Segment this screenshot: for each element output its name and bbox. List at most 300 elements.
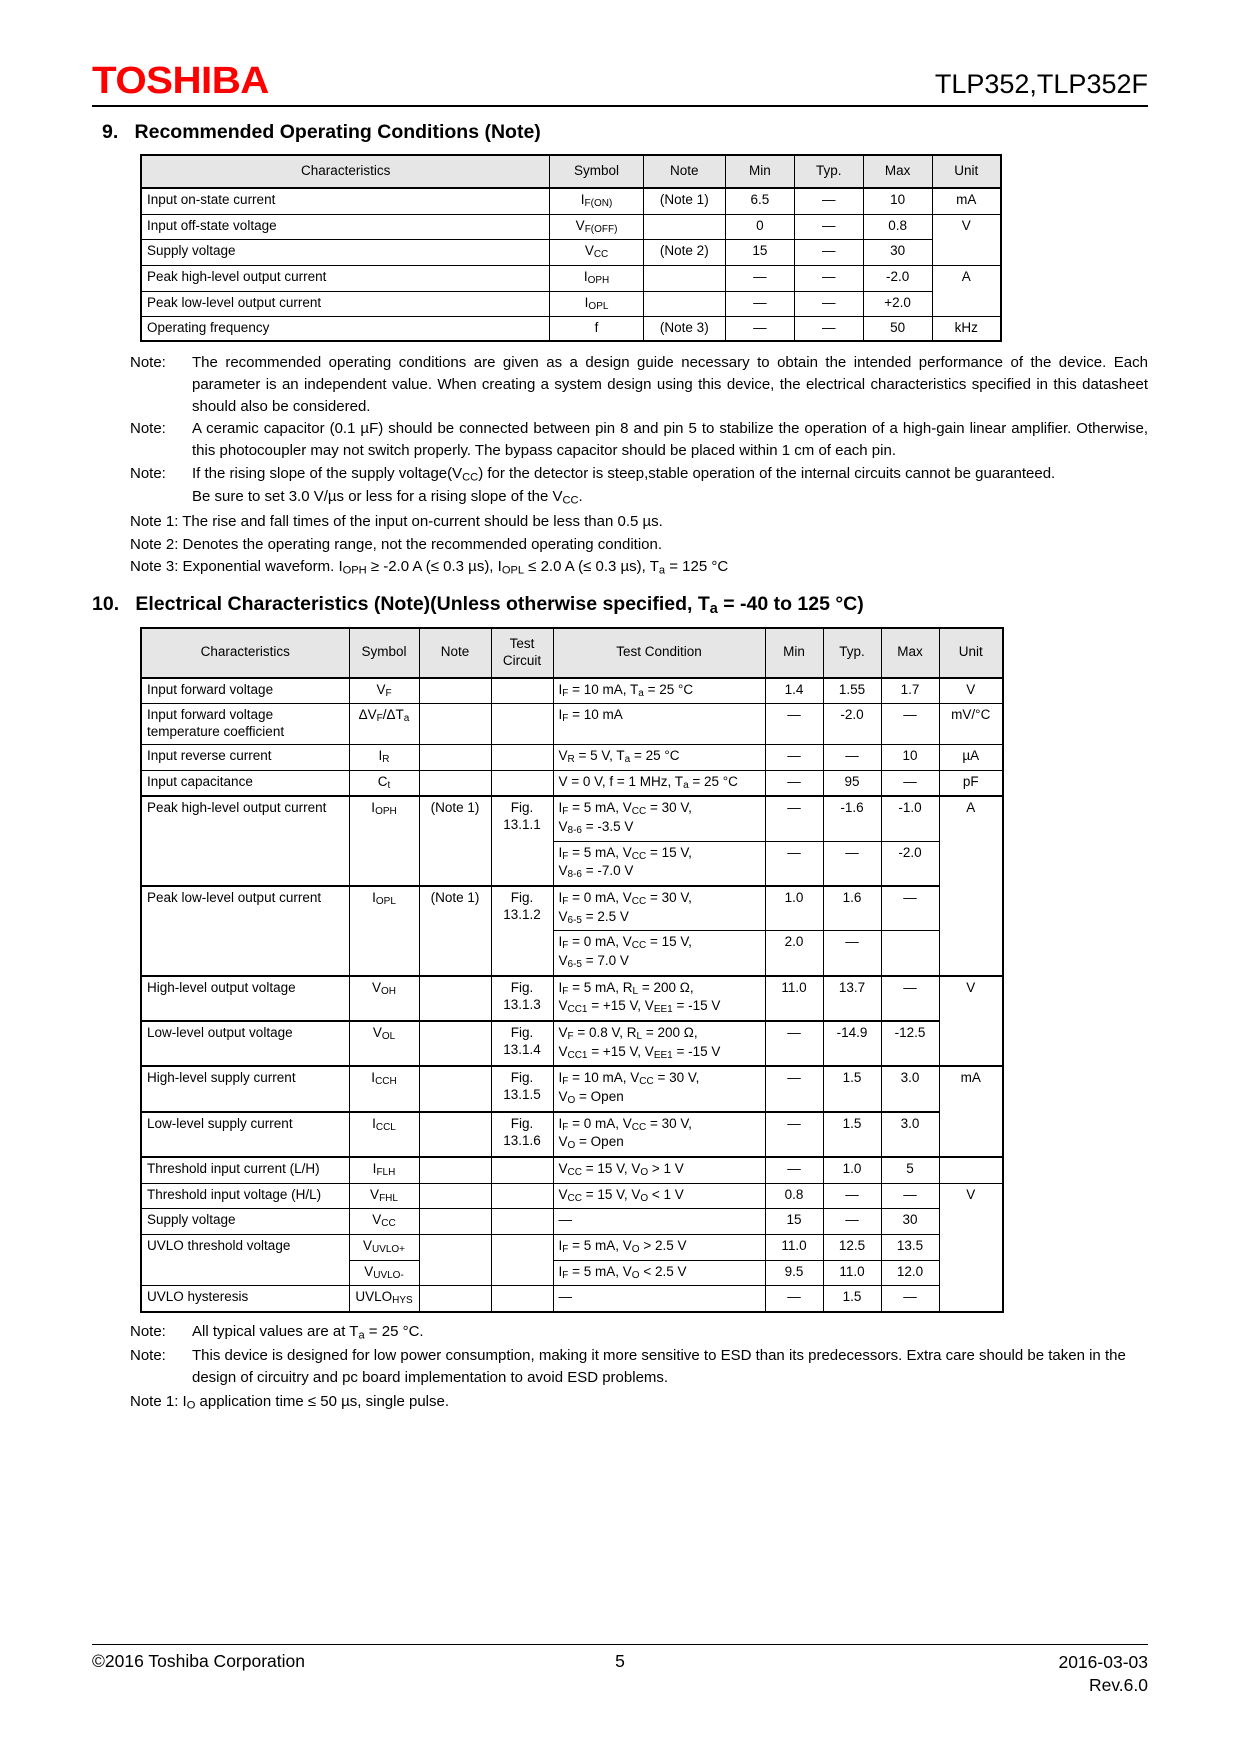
- cell-max: 10: [881, 745, 939, 771]
- col-max: Max: [863, 155, 932, 188]
- cell-min: 9.5: [765, 1260, 823, 1286]
- cell-min: 0: [725, 214, 794, 240]
- cell-characteristics: Input forward voltage temperature coefficient: [141, 704, 349, 745]
- cell-symbol: $I_{OPL}$: [349, 886, 419, 931]
- table-row: [141, 1066, 1003, 1111]
- section-9-heading: [102, 121, 1148, 144]
- cell-symbol: $I_{F(ON)}$: [550, 188, 643, 214]
- cell-test-circuit: [491, 1260, 553, 1286]
- cell-characteristics: Low-level supply current: [141, 1112, 349, 1157]
- cell-characteristics: High-level supply current: [141, 1066, 349, 1111]
- cell-test-condition: $I_F = 10$ mA: [553, 704, 765, 745]
- cell-characteristics: UVLO hysteresis: [141, 1286, 349, 1312]
- cell-min: 0.8: [765, 1183, 823, 1209]
- note-label: Note:: [130, 354, 166, 372]
- cell-note: [643, 291, 725, 317]
- cell-min: 15: [725, 240, 794, 266]
- cell-symbol: $I_{OPH}$: [349, 796, 419, 841]
- section-10-title-pre: Electrical Characteristics (Note)(Unless otherwise specified, T: [135, 592, 710, 615]
- cell-typ: -14.9: [823, 1021, 881, 1066]
- cell-test-condition: $I_F = 0$ mA, $V_{CC} = 30$ V, $V_O$ = Open: [553, 1112, 765, 1157]
- cell-unit: [939, 1209, 1003, 1235]
- cell-max: 12.0: [881, 1260, 939, 1286]
- cell-test-circuit: [491, 678, 553, 704]
- cell-note: [419, 678, 491, 704]
- cell-symbol: $V_{FHL}$: [349, 1183, 419, 1209]
- toshiba-logo: TOSHIBA: [92, 60, 269, 102]
- col-note: Note: [643, 155, 725, 188]
- cell-test-condition: $I_F = 5$ mA, $V_{CC} = 15$ V, $V_{8-6} = -7.0$ V: [553, 841, 765, 886]
- cell-min: —: [765, 1112, 823, 1157]
- table-row: [141, 745, 1003, 771]
- cell-test-condition: $I_F = 5$ mA, $V_{CC} = 30$ V, $V_{8-6} = -3.5$ V: [553, 796, 765, 841]
- cell-unit: [939, 1286, 1003, 1312]
- cell-min: 11.0: [765, 1234, 823, 1260]
- section-9-number: 9.: [102, 121, 119, 143]
- table-row: [141, 1234, 1003, 1260]
- cell-note: [419, 1209, 491, 1235]
- cell-unit: [932, 291, 1001, 317]
- cell-note: (Note 1): [419, 796, 491, 841]
- cell-max: —: [881, 770, 939, 796]
- n3-end: = 125 °C: [665, 558, 729, 576]
- cell-max: 30: [863, 240, 932, 266]
- note-text-vcc: [192, 463, 1148, 510]
- cell-unit: [939, 1157, 1003, 1183]
- section-9-notes: [130, 352, 1148, 579]
- note-label: Note:: [130, 1346, 166, 1364]
- cell-symbol: $I_{FLH}$: [349, 1157, 419, 1183]
- cell-symbol: $V_{CC}$: [349, 1209, 419, 1235]
- cell-note: [419, 1234, 491, 1260]
- cell-test-circuit: Fig. 13.1.2: [491, 886, 553, 931]
- cell-test-condition: $I_F = 10$ mA, $V_{CC} = 30$ V, $V_O$ = Open: [553, 1066, 765, 1111]
- note-block-vcc: [130, 463, 1148, 510]
- cell-typ: —: [794, 291, 863, 317]
- col-symbol: Symbol: [550, 155, 643, 188]
- cell-characteristics: Input capacitance: [141, 770, 349, 796]
- copyright-text: ©2016 Toshiba Corporation: [92, 1650, 305, 1671]
- cell-note: [419, 1157, 491, 1183]
- cell-characteristics: Peak high-level output current: [141, 265, 550, 291]
- col-unit: Unit: [932, 155, 1001, 188]
- note-block: [130, 1321, 1148, 1344]
- cell-min: —: [725, 317, 794, 341]
- cell-unit: V: [939, 678, 1003, 704]
- cell-note: [643, 265, 725, 291]
- table-row: [141, 704, 1003, 745]
- table-row: [141, 1209, 1003, 1235]
- cell-symbol: $I_{OPL}$: [550, 291, 643, 317]
- table-row: [141, 214, 1001, 240]
- cell-typ: 1.5: [823, 1112, 881, 1157]
- cell-unit: V: [932, 214, 1001, 240]
- cell-min: 11.0: [765, 976, 823, 1021]
- cell-test-circuit: Fig. 13.1.5: [491, 1066, 553, 1111]
- table-row: [141, 770, 1003, 796]
- cell-max: 13.5: [881, 1234, 939, 1260]
- col-min: Min: [765, 628, 823, 678]
- cell-note: (Note 3): [643, 317, 725, 341]
- cell-symbol: $V_{OL}$: [349, 1021, 419, 1066]
- cell-typ: —: [794, 240, 863, 266]
- cell-typ: —: [823, 1183, 881, 1209]
- cell-characteristics: Peak low-level output current: [141, 886, 349, 931]
- col-characteristics: Characteristics: [141, 628, 349, 678]
- cell-characteristics: [141, 841, 349, 886]
- table-row: [141, 291, 1001, 317]
- cell-min: —: [765, 745, 823, 771]
- cell-characteristics: Input forward voltage: [141, 678, 349, 704]
- cell-min: 2.0: [765, 931, 823, 976]
- note-label: Note:: [130, 420, 166, 438]
- cell-typ: 12.5: [823, 1234, 881, 1260]
- note-vcc-line2-pre: Be sure to set 3.0 V/µs or less for a rising slope of the V: [192, 488, 563, 506]
- note-vcc-line2-post: .: [578, 488, 583, 506]
- note-text: The recommended operating conditions are given as a design guide necessary to obtain the intended performance of the device. Each parameter is an independent value. When creating a system design using this device, the electrical characteristics specified in this datasheet should also be considered.: [192, 354, 1148, 415]
- cell-unit: pF: [939, 770, 1003, 796]
- cell-test-condition: $I_F = 10$ mA, $T_a = 25$ °C: [553, 678, 765, 704]
- cell-min: —: [725, 265, 794, 291]
- cell-unit: [932, 240, 1001, 266]
- footer-divider: [92, 1644, 1148, 1645]
- cell-test-circuit: Fig. 13.1.1: [491, 796, 553, 841]
- cell-unit: [939, 931, 1003, 976]
- cell-max: —: [881, 886, 939, 931]
- note-post: = 25 °C.: [364, 1322, 424, 1340]
- cell-unit: A: [939, 796, 1003, 841]
- cell-symbol: $I_R$: [349, 745, 419, 771]
- cell-test-condition: —: [553, 1286, 765, 1312]
- cell-typ: 95: [823, 770, 881, 796]
- cell-symbol: $I_{OPH}$: [550, 265, 643, 291]
- cell-test-circuit: [491, 1209, 553, 1235]
- table-row: [141, 188, 1001, 214]
- cell-note: [419, 931, 491, 976]
- cell-note: [419, 1112, 491, 1157]
- cell-symbol: $C_t$: [349, 770, 419, 796]
- cell-unit: [939, 1021, 1003, 1066]
- table-row: [141, 931, 1003, 976]
- document-date: 2016-03-03: [1058, 1651, 1148, 1672]
- cell-symbol: f: [550, 317, 643, 341]
- recommended-operating-conditions-table: [140, 154, 1002, 342]
- cell-unit: mV/°C: [939, 704, 1003, 745]
- note-block: [130, 1345, 1148, 1390]
- cell-max: [881, 931, 939, 976]
- cell-unit: [939, 1234, 1003, 1260]
- section-10-heading: [92, 593, 1148, 617]
- section-10-title-sub: a: [709, 601, 718, 617]
- cell-max: 3.0: [881, 1066, 939, 1111]
- cell-typ: -1.6: [823, 796, 881, 841]
- cell-symbol: $V_{CC}$: [550, 240, 643, 266]
- note-text: A ceramic capacitor (0.1 µF) should be connected between pin 8 and pin 5 to stabilize the operation of a high-gain linear amplifier. Otherwise, this photocoupler may not switch properly. The bypass capacitor should be placed within 1 cm of each pin.: [192, 420, 1148, 460]
- table-row: [141, 796, 1003, 841]
- cell-note: [419, 745, 491, 771]
- cell-note: (Note 1): [643, 188, 725, 214]
- cell-note: [419, 704, 491, 745]
- cell-max: 1.7: [881, 678, 939, 704]
- section-10-note-1: [130, 1391, 1148, 1414]
- cell-test-condition: $I_F = 0$ mA, $V_{CC} = 15$ V, $V_{6-5} = 7.0$ V: [553, 931, 765, 976]
- section-10-title-post: = -40 to 125 °C): [717, 592, 864, 615]
- cell-note: [419, 1183, 491, 1209]
- note-block: [130, 352, 1148, 417]
- n3-s1: OPH: [342, 564, 367, 577]
- cell-characteristics: High-level output voltage: [141, 976, 349, 1021]
- cell-test-condition: $V_R = 5$ V, $T_a = 25$ °C: [553, 745, 765, 771]
- cell-test-circuit: Fig. 13.1.6: [491, 1112, 553, 1157]
- cell-test-circuit: [491, 770, 553, 796]
- part-number-title: TLP352,TLP352F: [934, 69, 1148, 99]
- cell-characteristics: Input off-state voltage: [141, 214, 550, 240]
- col-unit: Unit: [939, 628, 1003, 678]
- cell-note: [419, 1286, 491, 1312]
- note-vcc-line2-sub: CC: [562, 494, 579, 507]
- numbered-note-1: Note 1: The rise and fall times of the input on-current should be less than 0.5 µs.: [130, 512, 663, 530]
- cell-note: [419, 1021, 491, 1066]
- cell-unit: [939, 1112, 1003, 1157]
- n1-sub: O: [186, 1399, 196, 1412]
- note-label: Note:: [130, 464, 166, 482]
- cell-test-circuit: [491, 1183, 553, 1209]
- cell-min: 15: [765, 1209, 823, 1235]
- cell-characteristics: Peak low-level output current: [141, 291, 550, 317]
- note-text: This device is designed for low power consumption, making it more sensitive to ESD than its predecessors. Extra care should be taken in the design of circuitry and pc board implementation to avoid ESD problems.: [192, 1346, 1126, 1387]
- cell-test-circuit: [491, 704, 553, 745]
- col-test-circuit: Test Circuit: [491, 628, 553, 678]
- cell-unit: mA: [932, 188, 1001, 214]
- cell-symbol: $I_{CCL}$: [349, 1112, 419, 1157]
- cell-test-condition: V = 0 V, f = 1 MHz, $T_a = 25$ °C: [553, 770, 765, 796]
- note-vcc-line2: [192, 486, 1148, 509]
- cell-typ: 1.5: [823, 1066, 881, 1111]
- cell-test-condition: $V_{CC} = 15$ V, $V_O > 1$ V: [553, 1157, 765, 1183]
- cell-min: —: [765, 841, 823, 886]
- cell-test-condition: $V_F = 0.8$ V, $R_L = 200$ Ω, $V_{CC1} = +15$ V, $V_{EE1} = -15$ V: [553, 1021, 765, 1066]
- cell-min: —: [765, 1157, 823, 1183]
- cell-test-condition: $I_F = 5$ mA, $R_L = 200$ Ω, $V_{CC1} = +15$ V, $V_{EE1} = -15$ V: [553, 976, 765, 1021]
- cell-symbol: [349, 841, 419, 886]
- cell-max: +2.0: [863, 291, 932, 317]
- col-note: Note: [419, 628, 491, 678]
- cell-test-circuit: [491, 931, 553, 976]
- cell-max: 50: [863, 317, 932, 341]
- numbered-note-3: [130, 556, 1148, 579]
- cell-test-circuit: [491, 1157, 553, 1183]
- cell-symbol: $V_{F(OFF)}$: [550, 214, 643, 240]
- cell-typ: —: [823, 841, 881, 886]
- cell-test-condition: $I_F = 5$ mA, $V_O < 2.5$ V: [553, 1260, 765, 1286]
- n3-mid: ≥ -2.0 A (≤ 0.3 µs), I: [366, 558, 502, 576]
- cell-characteristics: Peak high-level output current: [141, 796, 349, 841]
- cell-symbol: $V_{OH}$: [349, 976, 419, 1021]
- n1-pre: Note 1: I: [130, 1392, 187, 1410]
- cell-characteristics: Supply voltage: [141, 1209, 349, 1235]
- n3-s2: OPL: [501, 564, 525, 577]
- cell-typ: —: [794, 317, 863, 341]
- document-revision: Rev.6.0: [1088, 1675, 1148, 1696]
- cell-typ: 11.0: [823, 1260, 881, 1286]
- cell-note: (Note 1): [419, 886, 491, 931]
- cell-max: 10: [863, 188, 932, 214]
- cell-characteristics: Threshold input current (L/H): [141, 1157, 349, 1183]
- cell-characteristics: Input reverse current: [141, 745, 349, 771]
- cell-max: -12.5: [881, 1021, 939, 1066]
- section-10-number: 10.: [92, 592, 120, 615]
- cell-min: 1.4: [765, 678, 823, 704]
- col-max: Max: [881, 628, 939, 678]
- cell-note: [419, 1260, 491, 1286]
- table-row: [141, 240, 1001, 266]
- cell-max: —: [881, 976, 939, 1021]
- cell-test-condition: $V_{CC} = 15$ V, $V_O < 1$ V: [553, 1183, 765, 1209]
- cell-min: 6.5: [725, 188, 794, 214]
- table-row: [141, 976, 1003, 1021]
- numbered-note-2: Note 2: Denotes the operating range, not the recommended operating condition.: [130, 535, 663, 553]
- cell-symbol: $V_{UVLO-}$: [349, 1260, 419, 1286]
- cell-typ: 1.55: [823, 678, 881, 704]
- cell-min: —: [765, 704, 823, 745]
- cell-characteristics: Input on-state current: [141, 188, 550, 214]
- cell-min: —: [765, 770, 823, 796]
- table-row: [141, 886, 1003, 931]
- cell-note: [419, 841, 491, 886]
- cell-test-circuit: [491, 1234, 553, 1260]
- cell-test-circuit: [491, 841, 553, 886]
- cell-test-circuit: Fig. 13.1.3: [491, 976, 553, 1021]
- cell-max: —: [881, 1286, 939, 1312]
- table-row: [141, 1157, 1003, 1183]
- cell-unit: A: [932, 265, 1001, 291]
- col-characteristics: Characteristics: [141, 155, 550, 188]
- cell-characteristics: [141, 1260, 349, 1286]
- cell-unit: V: [939, 976, 1003, 1021]
- n3-mid2: ≤ 2.0 A (≤ 0.3 µs), T: [524, 558, 659, 576]
- cell-min: 1.0: [765, 886, 823, 931]
- cell-unit: mA: [939, 1066, 1003, 1111]
- table-row: [141, 1260, 1003, 1286]
- cell-test-circuit: [491, 745, 553, 771]
- table-row: [141, 678, 1003, 704]
- cell-max: 30: [881, 1209, 939, 1235]
- page-number: 5: [615, 1650, 625, 1671]
- cell-unit: [939, 1260, 1003, 1286]
- cell-characteristics: [141, 931, 349, 976]
- cell-typ: —: [823, 931, 881, 976]
- col-min: Min: [725, 155, 794, 188]
- table-row: [141, 317, 1001, 341]
- cell-max: 5: [881, 1157, 939, 1183]
- n1-post: application time ≤ 50 µs, single pulse.: [195, 1392, 450, 1410]
- cell-note: [419, 770, 491, 796]
- cell-note: [419, 976, 491, 1021]
- cell-symbol: $V_F$: [349, 678, 419, 704]
- cell-note: [419, 1066, 491, 1111]
- cell-test-circuit: [491, 1286, 553, 1312]
- table-row: [141, 841, 1003, 886]
- table-row: [141, 1021, 1003, 1066]
- cell-note: (Note 2): [643, 240, 725, 266]
- cell-typ: 1.5: [823, 1286, 881, 1312]
- col-typ: Typ.: [794, 155, 863, 188]
- note-vcc-line1: If the rising slope of the supply $voltage(V_{CC})$ for the detector is steep,stable operation of the internal circuits cannot be guaranteed.: [192, 464, 1056, 484]
- cell-unit: [939, 841, 1003, 886]
- cell-characteristics: Supply voltage: [141, 240, 550, 266]
- col-test-condition: Test Condition: [553, 628, 765, 678]
- cell-unit: [939, 886, 1003, 931]
- cell-max: 0.8: [863, 214, 932, 240]
- section-9-title: Recommended Operating Conditions (Note): [134, 121, 541, 143]
- table-row: [141, 1183, 1003, 1209]
- table-header-row: [141, 628, 1003, 678]
- cell-min: —: [765, 1021, 823, 1066]
- cell-characteristics: Operating frequency: [141, 317, 550, 341]
- cell-characteristics: UVLO threshold voltage: [141, 1234, 349, 1260]
- header-divider: [92, 105, 1148, 107]
- col-symbol: Symbol: [349, 628, 419, 678]
- cell-typ: —: [823, 745, 881, 771]
- cell-characteristics: Low-level output voltage: [141, 1021, 349, 1066]
- note-block: [130, 418, 1148, 462]
- note-label: Note:: [130, 1322, 166, 1340]
- n3-s3: a: [658, 564, 666, 577]
- cell-unit: V: [939, 1183, 1003, 1209]
- cell-symbol: [349, 931, 419, 976]
- cell-typ: —: [794, 265, 863, 291]
- electrical-characteristics-table: [140, 627, 1004, 1313]
- col-typ: Typ.: [823, 628, 881, 678]
- cell-test-condition: —: [553, 1209, 765, 1235]
- table-row: [141, 1286, 1003, 1312]
- cell-typ: 1.6: [823, 886, 881, 931]
- cell-test-condition: $I_F = 0$ mA, $V_{CC} = 30$ V, $V_{6-5} = 2.5$ V: [553, 886, 765, 931]
- cell-typ: -2.0: [823, 704, 881, 745]
- footer-right: [680, 1651, 1148, 1698]
- table-row: [141, 265, 1001, 291]
- cell-symbol: $V_{UVLO+}$: [349, 1234, 419, 1260]
- page-header: [92, 44, 1148, 100]
- page-footer: [92, 1644, 1148, 1698]
- cell-test-circuit: Fig. 13.1.4: [491, 1021, 553, 1066]
- cell-typ: —: [794, 188, 863, 214]
- cell-max: -2.0: [863, 265, 932, 291]
- cell-max: —: [881, 1183, 939, 1209]
- cell-max: -2.0: [881, 841, 939, 886]
- note-sub: a: [358, 1329, 365, 1342]
- table-row: [141, 1112, 1003, 1157]
- note-text: [192, 1321, 1148, 1344]
- cell-max: —: [881, 704, 939, 745]
- cell-unit: µA: [939, 745, 1003, 771]
- cell-symbol: $I_{CCH}$: [349, 1066, 419, 1111]
- cell-min: —: [765, 796, 823, 841]
- cell-test-condition: $I_F = 5$ mA, $V_O > 2.5$ V: [553, 1234, 765, 1260]
- note-pre: All typical values are at T: [192, 1322, 359, 1340]
- cell-min: —: [765, 1066, 823, 1111]
- cell-max: -1.0: [881, 796, 939, 841]
- n3-pre: Note 3: Exponential waveform. I: [130, 558, 343, 576]
- cell-typ: —: [823, 1209, 881, 1235]
- cell-symbol: $UVLO_{HYS}$: [349, 1286, 419, 1312]
- cell-max: 3.0: [881, 1112, 939, 1157]
- cell-typ: 13.7: [823, 976, 881, 1021]
- cell-typ: —: [794, 214, 863, 240]
- cell-characteristics: Threshold input voltage (H/L): [141, 1183, 349, 1209]
- cell-symbol: $\Delta V_F/\Delta T_a$: [349, 704, 419, 745]
- cell-typ: 1.0: [823, 1157, 881, 1183]
